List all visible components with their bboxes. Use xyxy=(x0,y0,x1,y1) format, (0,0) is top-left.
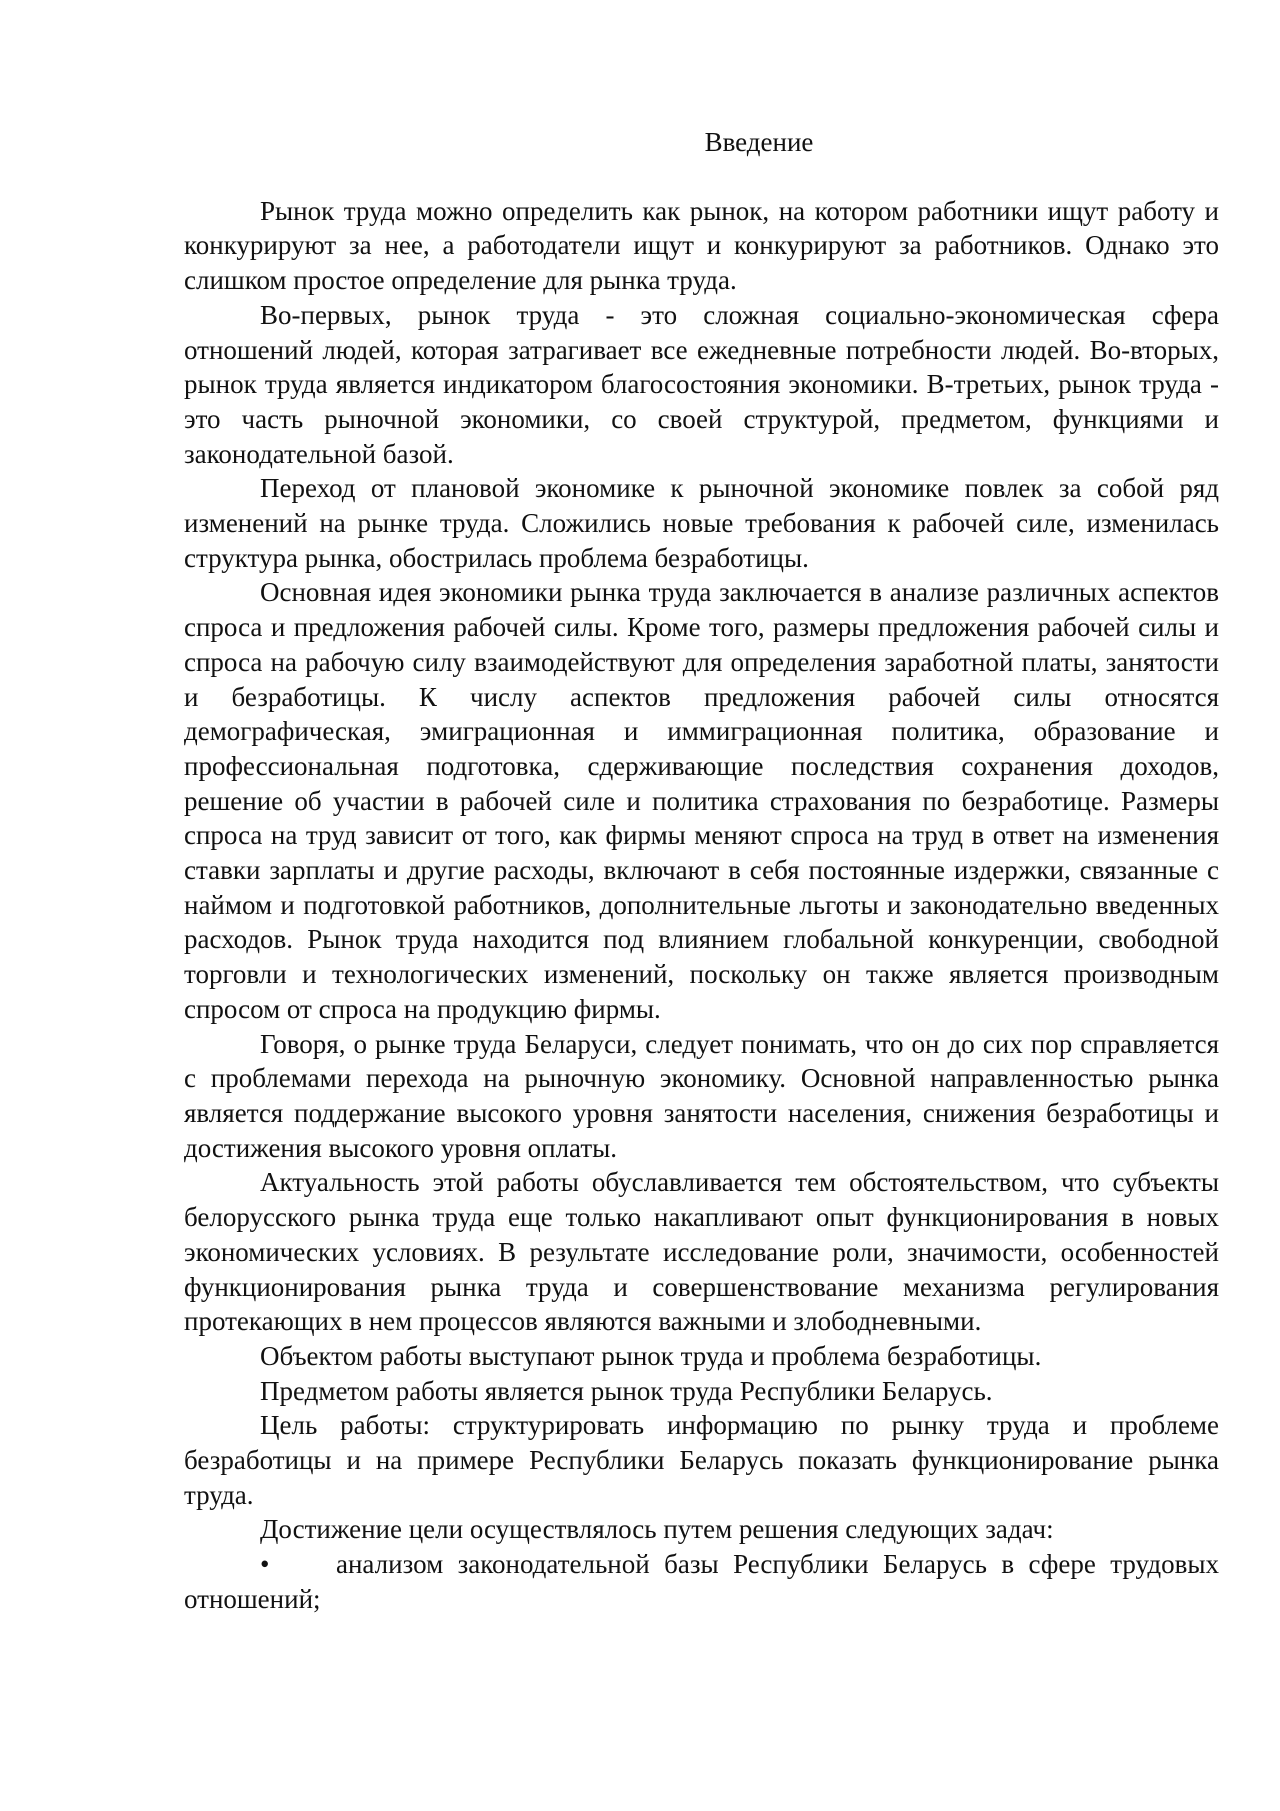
paragraph-4: Основная идея экономики рынка труда заключается в анализе различных аспектов спроса и предложения рабочей силы. Кроме того, размеры предложения рабочей силы и спроса на рабочую силу взаимодействуют для определения заработной платы, занятости и безработицы. К числу аспектов предложения рабочей силы относятся демографическая, эмиграционная и иммиграционная политика, образование и профессиональная подготовка, сдерживающие последствия сохранения доходов, решение об участии в рабочей силе и политика страхования по безработице. Размеры спроса на труд зависит от того, как фирмы меняют спроса на труд в ответ на изменения ставки зарплаты и другие расходы, включают в себя постоянные издержки, связанные с наймом и подготовкой работников, дополнительные льготы и законодательно введенных расходов. Рынок труда находится под влиянием глобальной конкуренции, свободной торговли и технологических изменений, поскольку он также является производным спросом от спроса на продукцию фирмы. xyxy=(184,577,1219,1024)
bullet-text: анализом законодательной базы Республики Беларусь в сфере трудовых отношений; xyxy=(184,1549,1219,1614)
paragraph-8: Предметом работы является рынок труда Республики Беларусь. xyxy=(260,1375,993,1406)
bullet-item xyxy=(184,1547,1219,1616)
document-body xyxy=(184,125,1219,1617)
paragraph-6: Актуальность этой работы обуславливается тем обстоятельством, что субъекты белорусского рынка труда еще только накапливают опыт функционирования в новых экономических условиях. В результате исследование роли, значимости, особенностей функционирования рынка труда и совершенствование механизма регулирования протекающих в нем процессов являются важными и злободневными. xyxy=(184,1167,1219,1337)
paragraph-7: Объектом работы выступают рынок труда и проблема безработицы. xyxy=(260,1340,1042,1371)
page-title: Введение xyxy=(704,127,814,157)
paragraph-1: Рынок труда можно определить как рынок, на котором работники ищут работу и конкурируют за нее, а работодатели ищут и конкурируют за работников. Однако это слишком простое определение для рынка труда. xyxy=(184,195,1219,296)
paragraph-3: Переход от плановой экономике к рыночной экономике повлек за собой ряд изменений на рынке труда. Сложились новые требования к рабочей силе, изменилась структура рынка, обострилась проблема безработицы. xyxy=(184,473,1219,573)
bullet-icon: • xyxy=(260,1549,270,1580)
paragraph-2: Во-первых, рынок труда - это сложная социально-экономическая сфера отношений людей, которая затрагивает все ежедневные потребности людей. Во-вторых, рынок труда является индикатором благосостояния экономики. В-третьих, рынок труда - это часть рыночной экономики, со своей структурой, предметом, функциями и законодательной базой. xyxy=(184,299,1219,469)
paragraph-9: Цель работы: структурировать информацию по рынку труда и проблеме безработицы и на примере Республики Беларусь показать функционирование рынка труда. xyxy=(184,1410,1219,1510)
paragraph-5: Говоря, о рынке труда Беларуси, следует понимать, что он до сих пор справляется с проблемами перехода на рыночную экономику. Основной направленностью рынка является поддержание высокого уровня занятости населения, снижения безработицы и достижения высокого уровня оплаты. xyxy=(184,1028,1219,1163)
paragraph-10: Достижение цели осуществлялось путем решения следующих задач: xyxy=(260,1514,1054,1545)
